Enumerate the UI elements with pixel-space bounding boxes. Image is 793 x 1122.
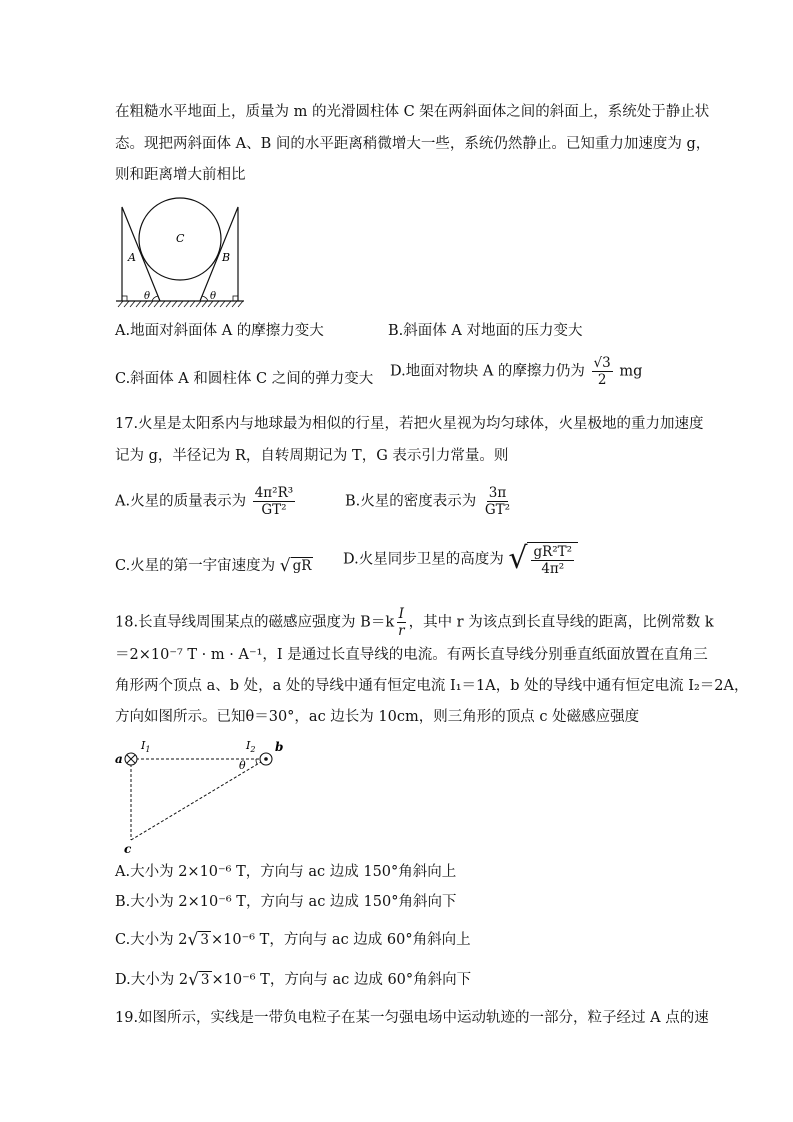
label-theta: θ [239,759,246,772]
q17-option-c: C.火星的第一宇宙速度为 √ gR [115,556,312,576]
wire-a-into-page [125,753,137,765]
label-i1: $I_1$ [141,739,151,754]
label-a: A [128,251,136,264]
q16-option-a: A.地面对斜面体 A 的摩擦力变大 [115,323,324,339]
q16-figure [112,195,252,313]
q18-line-4: 方向如图所示。已知θ＝30°，ac 边长为 10cm，则三角形的顶点 c 处磁感应强度 [115,709,640,725]
q18-option-c: C.大小为 2 √ 3 ×10⁻⁶ T，方向与 ac 边成 60°角斜向上 [115,930,471,950]
label-b: B [222,251,231,264]
q17-option-b: B.火星的密度表示为 $\frac{3\pi}{\text{GT²}}$ [345,485,511,518]
q16-line-3: 则和距离增大前相比 [115,167,246,183]
angle-left: θ [144,291,151,302]
q17-option-d: D.火星同步卫星的高度为 √ $\frac{\text{gR²T²}}{\text{4π²}}$ [343,542,578,577]
q17-option-a: A.火星的质量表示为 $\frac{\text{4π²R³}}{\text{GT²}}$ [115,485,294,518]
label-c: c [124,842,132,855]
label-b: b [275,740,284,754]
q17-line-1: 17.火星是太阳系内与地球最为相似的行星，若把火星视为均匀球体，火星极地的重力加速度 [115,416,704,432]
q18-line-1: 18.长直导线周围某点的磁感应强度为 B＝k $\frac{I}{r}$ ，其中 r 为该点到长直导线的距离，比例常数 k [115,606,714,639]
q16-option-c: C.斜面体 A 和圆柱体 C 之间的弹力变大 [115,371,374,387]
wire-b-out-of-page [260,753,272,765]
q18-line-2: ＝2×10⁻⁷ T · m · A⁻¹，I 是通过长直导线的电流。有两长直导线分别垂直纸面放置在直角三 [115,647,708,663]
q16-option-b: B.斜面体 A 对地面的压力变大 [388,323,583,339]
label-a: a [115,752,123,766]
q18-figure [110,735,290,855]
wedge-b [200,207,238,301]
q16-line-1: 在粗糙水平地面上，质量为 m 的光滑圆柱体 C 架在两斜面体之间的斜面上，系统处于静止状 [115,104,710,120]
q19-line-1: 19.如图所示，实线是一带负电粒子在某一匀强电场中运动轨迹的一部分，粒子经过 A 点的速 [115,1010,709,1026]
q17-line-2: 记为 g，半径记为 R，自转周期记为 T，G 表示引力常量。则 [115,448,509,464]
q18-line-3: 角形两个顶点 a、b 处，a 处的导线中通有恒定电流 I₁＝1A，b 处的导线中通有恒定电流 I₂＝2A， [115,678,749,694]
label-c: C [176,232,185,245]
q18-option-a: A.大小为 2×10⁻⁶ T，方向与 ac 边成 150°角斜向上 [115,864,457,880]
q18-option-b: B.大小为 2×10⁻⁶ T，方向与 ac 边成 150°角斜向下 [115,894,457,910]
q18-option-d: D.大小为 2 √ 3 ×10⁻⁶ T，方向与 ac 边成 60°角斜向下 [115,970,472,990]
label-i2: $I_2$ [246,739,256,754]
angle-right: θ [210,291,217,302]
q16-option-d: D.地面对物块 A 的摩擦力仍为 $\frac{√3}{2}$ mg [390,355,643,388]
q16-line-2: 态。现把两斜面体 A、B 间的水平距离稍微增大一些，系统仍然静止。已知重力加速度为 g， [115,136,711,152]
